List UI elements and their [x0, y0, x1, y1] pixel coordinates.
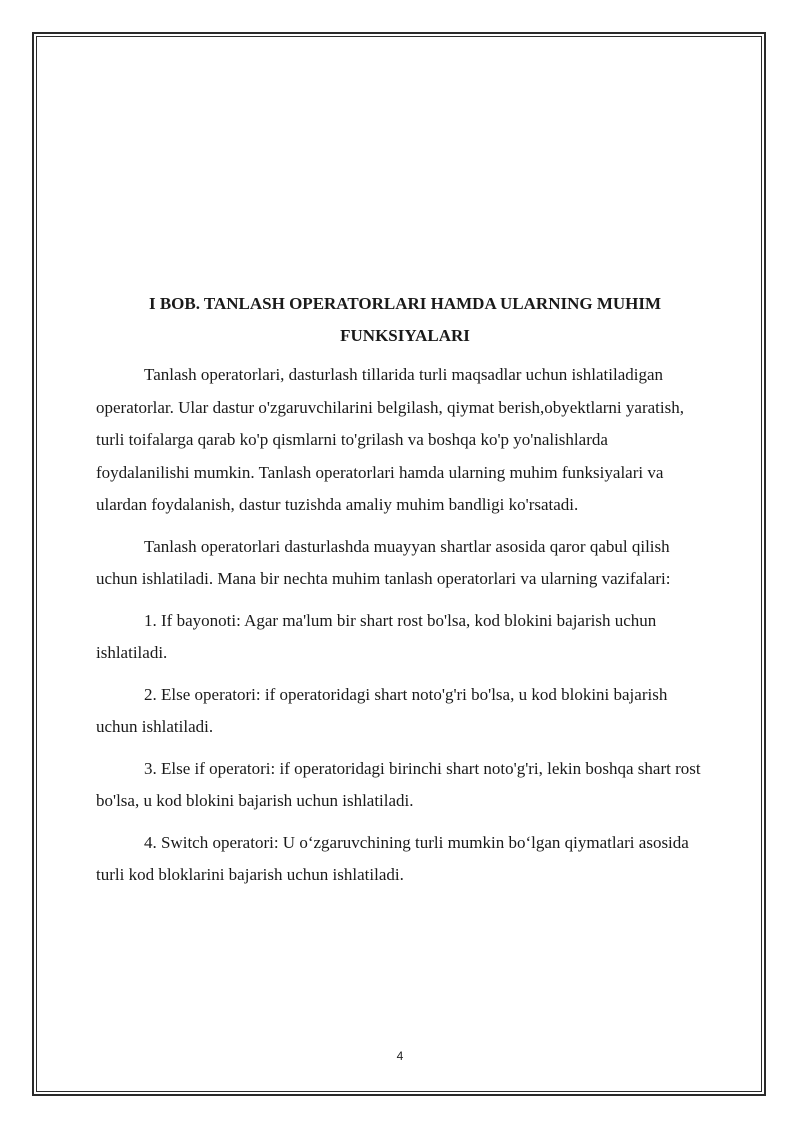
list-item-else-if: 3. Else if operatori: if operatoridagi birinchi shart noto'g'ri, lekin boshqa shart rost bo'lsa, u kod blokini bajarish uchun ishlatiladi. [96, 758, 701, 810]
list-item-if: 1. If bayonoti: Agar ma'lum bir shart rost bo'lsa, kod blokini bajarish uchun ishlatiladi. [96, 610, 657, 662]
chapter-title [96, 288, 704, 352]
chapter-title-line-1: I BOB. TANLASH OPERATORLARI HAMDA ULARNING MUHIM [148, 294, 662, 313]
paragraph-intro: Tanlash operatorlari, dasturlash tillarida turli maqsadlar uchun ishlatiladigan operatorlar. Ular dastur o'zgaruvchilarini belgilash, qiymat berish,obyektlarni yaratish, turli toifalarga qarab ko'p qismlarni to'grilash va boshqa ko'p yo'nalishlarda foydalanilishi mumkin. Tanlash operatorlari hamda ularning muhim funksiyalari va ulardan foydalanish, dastur tuzishda amaliy muhim bandligi ko'rsatadi. [96, 365, 684, 514]
chapter-title-line-2: FUNKSIYALARI [340, 326, 470, 345]
page-number: 4 [396, 1049, 404, 1063]
page-content [96, 288, 704, 892]
list-item-switch: 4. Switch operatori: U oʻzgaruvchining turli mumkin boʻlgan qiymatlari asosida turli kod bloklarini bajarish uchun ishlatiladi. [96, 832, 689, 884]
list-item-else: 2. Else operatori: if operatoridagi shart noto'g'ri bo'lsa, u kod blokini bajarish uchun ishlatiladi. [96, 684, 668, 736]
paragraph-decision-making: Tanlash operatorlari dasturlashda muayyan shartlar asosida qaror qabul qilish uchun ishlatiladi. Mana bir nechta muhim tanlash operatorlari va ularning vazifalari: [96, 536, 671, 588]
